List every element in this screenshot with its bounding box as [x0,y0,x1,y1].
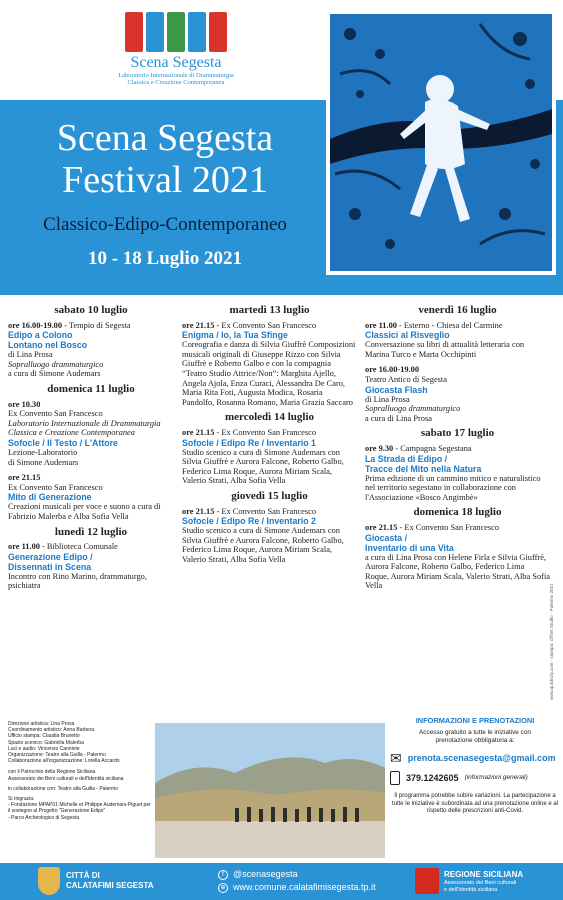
festival-logo [106,12,246,86]
event-time: ore 21.15 [182,427,215,437]
event-place: Ex Convento San Francesco [8,482,103,492]
event-place: Ex Convento San Francesco [8,409,103,419]
credits [8,721,153,821]
credit-line: Ufficio stampa: Claudia Brunetto [8,733,80,740]
festival-title-line2: Festival 2021 [62,159,268,201]
landscape-photo [155,723,385,858]
event-text: Creazioni musicali per voce e suono a cura di Fabrizio Malerba e Alba Sofia Vella [8,502,161,521]
facebook-row [218,868,376,881]
city-crest-icon [38,867,60,895]
credit-line: Collaborazione all'organizzazione: Lorella Accardo [8,758,120,765]
event-text: Conversazione su libri di attualità letteraria con Marina Turco e Marta Occhipinti [365,340,525,359]
event [365,321,550,331]
website-link[interactable]: www.comune.calatafimisegesta.tp.it [233,882,376,892]
flag-green [167,12,185,52]
event-title: Tracce del Mito nella Natura [365,463,482,474]
event-text: di Lina Prosa [8,350,53,360]
city-line1: CITTÀ DI [66,871,100,880]
event-text: a cura di Simone Audemars [8,369,101,379]
event-place: - Ex Convento San Francesco [214,320,317,330]
day-heading: domenica 11 luglio [47,382,135,395]
event-text: di Simone Audemars [8,457,79,467]
day-heading: giovedì 15 luglio [231,489,308,502]
event-text: Sopralluogo drammaturgico [365,404,461,414]
phone-note: (informazioni generali) [464,774,528,781]
logo-flags [106,12,246,52]
credit-line: Assessorato dei Beni culturali e dell'Identità siciliana [8,775,124,782]
event [365,444,550,454]
booking-phone[interactable]: 379.1242605 [406,773,459,783]
region-sub2: e dell'Identità siciliana [444,886,498,893]
program-column-3 [365,300,550,591]
region-title: REGIONE SICILIANA [444,870,524,879]
event [182,428,357,438]
event-title: La Strada di Edipo / [365,453,448,464]
event-title: Generazione Edipo / [8,551,93,562]
event-title: Mito di Generazione [8,492,92,503]
event-text: Studio scenico a cura di Simone Audemars con Silvia Giuffrè e Aurora Falcone, Roberto Galbo, Federico Lima Roque, Aurora Miriam Scala, Valerio Strati, Alba Sofia Vella [182,526,344,564]
event-time: ore 9.30 [365,443,394,453]
region-sub1: Assessorato dei Beni culturali [444,880,517,886]
event-title: Sofocle / Edipo Re / Inventario 2 [182,516,316,527]
event-title: Inventario di una Vita [365,542,454,553]
event [8,321,174,331]
email-row [390,750,560,766]
event-text: Prima edizione di un cammino mitico e naturalistico nel territorio segestano in collaborazione con l'Associazione «Bosco Angimbè» [365,473,541,502]
vase-illustration [326,10,556,275]
festival-title-line1: Scena Segesta [56,117,274,159]
facebook-handle[interactable]: @scenasegesta [233,869,298,879]
day-heading: lunedì 12 luglio [54,525,128,538]
event-title: Enigma / Io, la Tua Sfinge [182,330,288,341]
day-heading: domenica 18 luglio [413,506,502,519]
festival-dates: 10 - 18 Luglio 2021 [87,248,243,269]
phone-icon [390,771,400,785]
header [0,0,563,295]
event-place: - Biblioteca Comunale [39,542,118,552]
event-time: ore 11.00 [365,320,397,330]
event-time: ore 16.00-19.00 [8,320,63,330]
facebook-icon: f [218,870,228,880]
event-text: Sopralluogo drammaturgico [8,359,104,369]
day-heading: martedì 13 luglio [229,304,310,316]
credit-line: in collaborazione con: Teatro alla Guilla - Palermo [8,785,118,792]
city-line2: CALATAFIMI SEGESTA [66,881,154,890]
footer [0,863,563,900]
bottom-section [0,715,563,863]
info-heading: INFORMAZIONI E PRENOTAZIONI [415,716,535,725]
event-text: Incontro con Rino Marino, drammaturgo, psichiatra [8,571,147,591]
event-title: Classici al Risveglio [365,330,450,341]
program-columns [0,300,563,715]
flag-red [125,12,143,52]
credit-line: Coordinamento artistico: Anna Barbera [8,727,95,734]
credit-line: con il Patrocinio della Regione Siciliana [8,769,96,776]
flag-blue-2 [188,12,206,52]
event-title: Edipo a Colono [8,330,73,341]
event-text: Lezione-Laboratorio [8,447,78,457]
festival-theme: Classico-Edipo-Contemporaneo [43,214,287,235]
booking-email[interactable]: prenota.scenasegesta@gmail.com [407,753,556,763]
event-text: a cura di Lina Prosa con Helene Firla e Silvia Giuffrè, Aurora Falcone, Roberto Galbo, Federico Lima Roque, Aurora Miriam Scala, Valerio Strati, Alba Sofia Vella [365,552,550,591]
event-time: ore 21.15 [365,522,398,532]
globe-icon: ⊕ [218,883,228,893]
event-text: a cura di Lina Prosa [365,413,432,423]
day-heading: mercoledì 14 luglio [224,411,314,424]
flag-red-2 [209,12,227,52]
credit-line: - Parco Archeologico di Segesta [8,814,80,821]
event-place: Teatro Antico di Segesta [365,374,447,384]
web-row [218,881,376,894]
phone-row [390,771,560,785]
program-column-1 [8,300,174,591]
event-time: ore 21.15 [8,473,41,483]
logo-sub2: Classica e Creazione Contemporanea [127,79,225,86]
event [365,523,550,533]
credit-line: Organizzazione: Teatro alla Guilla - Palermo [8,752,106,759]
info-panel [390,717,560,816]
event-text: Studio scenico a cura di Simone Audemars con Silvia Giuffrè e Aurora Falcone, Roberto Galbo, Federico Lima Roque, Aurora Miriam Scala, Valerio Strati, Alba Sofia Vella [182,447,344,486]
event-title: Sofocle / Il Testo / L'Attore [8,437,118,448]
logo-name: Scena Segesta [130,54,222,71]
event [182,321,357,331]
event-title: Giocasta / [365,532,408,543]
event-time: ore 10.30 [8,399,41,409]
event [8,542,174,552]
event-time: ore 11.00 [8,542,40,552]
event-place: - Campagna Segestana [393,443,472,453]
day-heading: sabato 17 luglio [420,427,495,440]
day-heading: sabato 10 luglio [54,304,128,316]
city-name [66,871,154,891]
credit-line: Si ringrazia: [8,796,35,803]
event-title: Giocasta Flash [365,384,428,395]
info-text: Accesso gratuito a tutte le iniziative con prenotazione obbligatoria a: [419,729,531,744]
event-title: Dissennati in Scena [8,561,92,572]
event-text: Coreografia e danza di Silvia Giuffrè Composizioni musicali originali di Giuseppe Rizzo con Silvia Giuffrè e Roberto Galbo e con la compagnia “Teatro Studio Attrice/Non”: Marghita Ajello, Angela Ajola, Enza Curaci, Alessandra De Caro, Maria Rita Foti, Augusta Modica, Rosaria Pandolfo, Rosanna Romano, Maria Grazia Saccaro [182,340,356,407]
event-time: ore 21.15 [182,320,215,330]
logo-sub1: Laboratorio Internazionale di Drammaturgia [118,72,234,79]
event-place: - Ex Convento San Francesco [397,522,500,532]
region-name [444,870,523,893]
info-note: Il programma potrebbe subire variazioni. La partecipazione a tutte le iniziative è subordinata ad una prenotazione online e al rispetto delle prescrizioni anti-Covid. [391,793,559,814]
side-credit: www.quickcity.com - stampa: Offset Studio - Palermo 2021 [549,583,554,700]
event-text: di Lina Prosa [365,394,410,404]
event-title: Sofocle / Edipo Re / Inventario 1 [182,437,316,448]
event-place: - Ex Convento San Francesco [214,506,317,516]
credit-line: Direzione artistica: Lina Prosa [8,721,75,727]
event-place: - Ex Convento San Francesco [214,427,317,437]
credit-line: Luci e audio: Vincenzo Canniote [8,745,80,752]
social-links [218,868,376,894]
event-place: - Esterno - Chiesa del Carmine [396,320,503,330]
envelope-icon: ✉ [390,750,402,766]
event-time: ore 21.15 [182,506,215,516]
credit-line: - Fondazione MPAP01 Michelle et Philippe Audemars-Piguet per il sostegno al Progetto "Generazione Edipo" [8,802,151,815]
program-column-2 [182,300,357,564]
regione-shield-icon [415,868,439,894]
flag-blue [146,12,164,52]
event-time: ore 16.00-19.00 [365,365,420,375]
event-title: Lontano nel Bosco [8,340,88,351]
credit-line: Spazio scenico: Gabriella Malerba [8,739,84,746]
event [182,507,357,517]
event-text: Laboratorio Internazionale di Drammaturgia Classica e Creazione Contemporanea [8,418,161,438]
event-place: - Tempio di Segesta [62,320,131,330]
day-heading: venerdì 16 luglio [418,304,497,316]
